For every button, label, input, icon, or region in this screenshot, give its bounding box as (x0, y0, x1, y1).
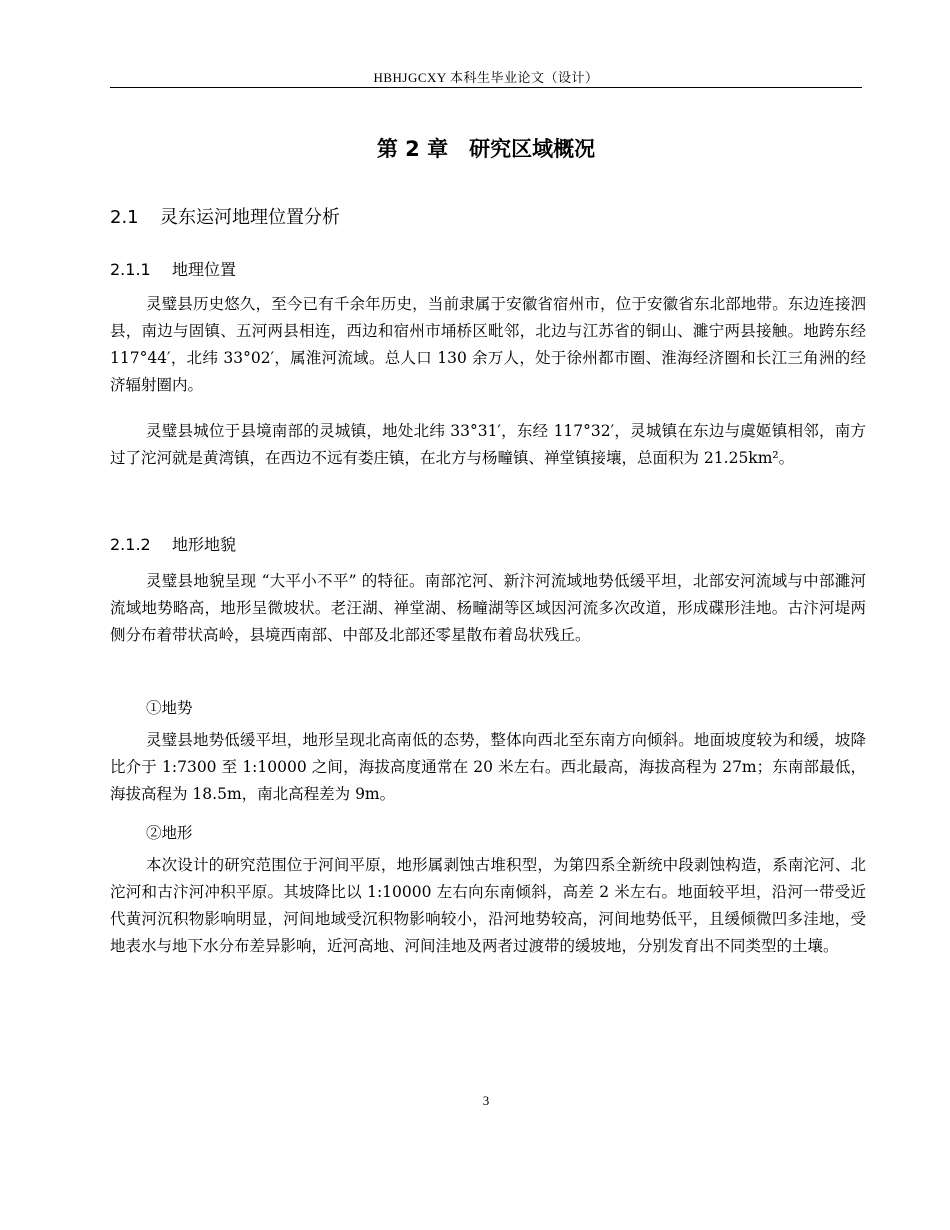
paragraph-location-2: 灵璧县城位于县境南部的灵城镇，地处北纬 33°31′，东经 117°32′，灵城镇在东边与虞姬镇相邻，南方过了沱河就是黄湾镇，在西边不远有娄庄镇，在北方与杨疃镇、禅堂镇接壤，总面积为 21.25km²。 (110, 422, 866, 467)
subsection-number: 2.1.1 (110, 260, 151, 279)
header-divider (110, 87, 862, 88)
subsection-title: 地理位置 (172, 260, 237, 279)
chapter-title: 第 2 章 研究区域概况 (376, 137, 596, 161)
section-number: 2.1 (110, 207, 139, 228)
subsection-number: 2.1.2 (110, 535, 151, 554)
paragraph-landform: 本次设计的研究范围位于河间平原，地形属剥蚀古堆积型，为第四系全新统中段剥蚀构造，系南沱河、北沱河和古汴河冲积平原。其坡降比以 1:10000 左右向东南倾斜，高差 2 米左右。地面较平坦，沿河一带受近代黄河沉积物影响明显，河间地域受沉积物影响较小，沿河地势较高，河间地势低平，且缓倾微凹多洼地，受地表水与地下水分布差异影响，近河高地、河间洼地及两者过渡带的缓坡地，分别发育出不同类型的土壤。 (110, 856, 866, 955)
page-number: 3 (482, 1093, 490, 1108)
list-marker-landform: ②地形 (146, 824, 193, 842)
subsection-heading-2-1-2 (110, 532, 236, 555)
subsection-title: 地形地貌 (172, 535, 237, 554)
paragraph-terrain-slope: 灵璧县地势低缓平坦，地形呈现北高南低的态势，整体向西北至东南方向倾斜。地面坡度较为和缓，坡降比介于 1:7300 至 1:10000 之间，海拔高度通常在 20 米左右。西北最高，海拔高程为 27m；东南部最低，海拔高程为 18.5m，南北高程差为 9m。 (110, 731, 866, 803)
running-header: HBHJGCXY 本科生毕业论文（设计） (373, 70, 599, 85)
subsection-heading-2-1-1 (110, 257, 236, 280)
list-marker-terrain-slope: ①地势 (146, 699, 193, 717)
paragraph-location-1: 灵璧县历史悠久，至今已有千余年历史，当前隶属于安徽省宿州市，位于安徽省东北部地带。东边连接泗县，南边与固镇、五河两县相连，西边和宿州市埇桥区毗邻，北边与江苏省的铜山、濉宁两县接触。地跨东经 117°44′，北纬 33°02′，属淮河流域。总人口 130 余万人，处于徐州都市圈、淮海经济圈和长江三角洲的经济辐射圈内。 (110, 295, 866, 394)
section-heading-2-1 (110, 203, 340, 229)
paragraph-terrain-intro: 灵璧县地貌呈现 “大平小不平” 的特征。南部沱河、新汴河流域地势低缓平坦，北部安河流域与中部濉河流域地势略高，地形呈微坡状。老汪湖、禅堂湖、杨疃湖等区域因河流多次改道，形成碟形洼地。古汴河堤两侧分布着带状高岭，县境西南部、中部及北部还零星散布着岛状残丘。 (110, 572, 866, 644)
section-title: 灵东运河地理位置分析 (160, 207, 340, 228)
